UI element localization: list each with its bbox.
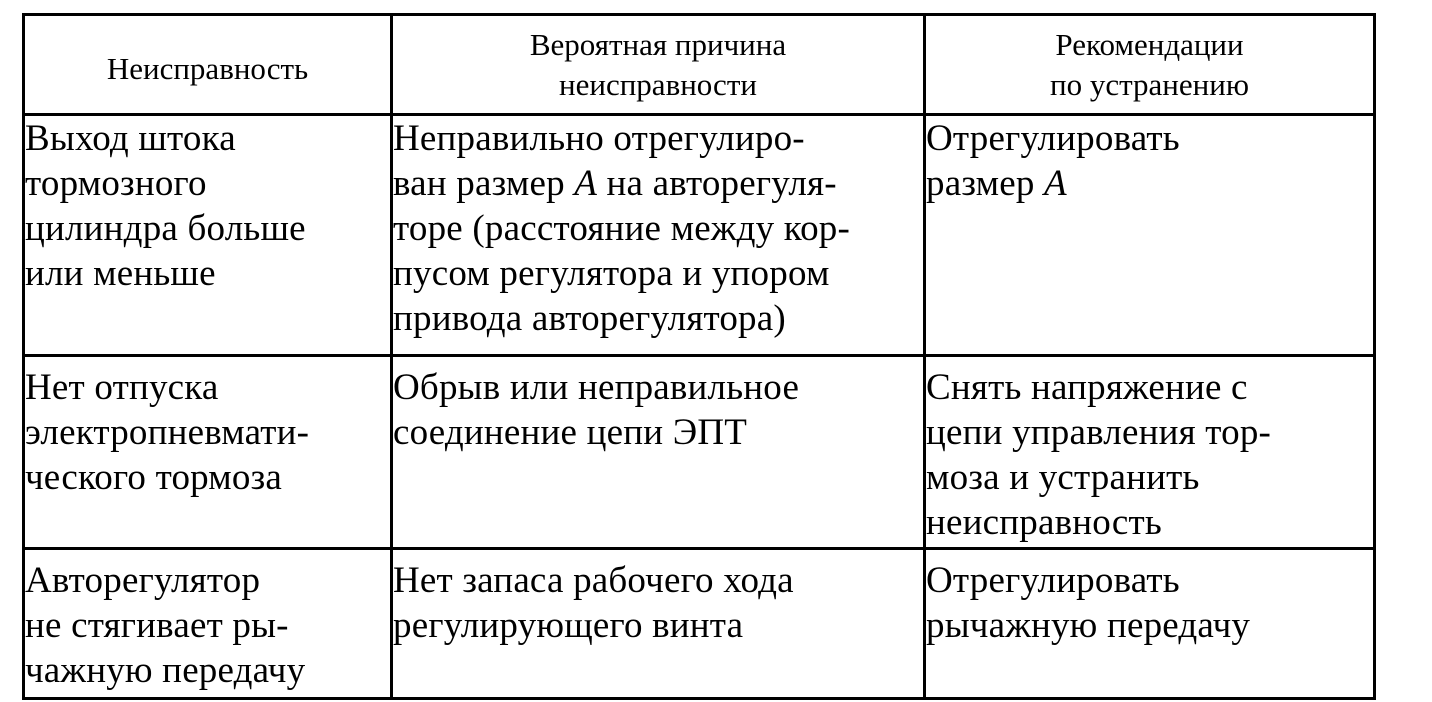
cell-line: рычажную передачу bbox=[926, 605, 1251, 646]
cell-line: Авторегулятор bbox=[25, 560, 261, 601]
cell-fault bbox=[24, 549, 392, 699]
table-row bbox=[24, 356, 1375, 549]
cell-line: регулирующего винта bbox=[393, 605, 744, 646]
header-fault bbox=[24, 15, 392, 115]
cell-line: тормозного bbox=[25, 163, 207, 204]
cell-line: Неправильно отрегулиро- bbox=[393, 118, 805, 159]
cell-line: моза и устранить bbox=[926, 457, 1200, 498]
header-line: Неисправность bbox=[106, 50, 309, 86]
table-row bbox=[24, 115, 1375, 356]
cell-line: цилиндра больше bbox=[25, 208, 306, 249]
cell-line: Отрегулировать bbox=[926, 118, 1180, 159]
cell-cause bbox=[392, 115, 925, 356]
cell-line: Обрыв или неправильное bbox=[393, 367, 800, 408]
cell-remedy bbox=[925, 115, 1375, 356]
cell-line: пусом регулятора и упором bbox=[393, 253, 830, 294]
cell-line: привода авторегулятора) bbox=[393, 298, 786, 339]
cell-line: неисправность bbox=[926, 502, 1162, 543]
cell-line: Отрегулировать bbox=[926, 560, 1180, 601]
cell-cause bbox=[392, 356, 925, 549]
header-line: Рекомендации bbox=[1055, 26, 1244, 62]
cell-fault bbox=[24, 115, 392, 356]
cell-line: торе (расстояние между кор- bbox=[393, 208, 851, 249]
header-remedy bbox=[925, 15, 1375, 115]
cell-line: Нет запаса рабочего хода bbox=[393, 560, 794, 601]
cell-line: Нет отпуска bbox=[25, 367, 219, 408]
table-header-row bbox=[24, 15, 1375, 115]
cell-cause bbox=[392, 549, 925, 699]
cell-remedy bbox=[925, 356, 1375, 549]
cell-line: ческого тормоза bbox=[25, 457, 283, 498]
fault-table bbox=[22, 13, 1376, 700]
cell-line: соединение цепи ЭПТ bbox=[393, 412, 748, 453]
cell-line: Снять напряжение с bbox=[926, 367, 1248, 408]
cell-line: электропневмати- bbox=[25, 412, 310, 453]
header-line: по устранению bbox=[1050, 66, 1249, 102]
cell-line: размер А bbox=[926, 163, 1067, 204]
cell-line: чажную передачу bbox=[25, 650, 306, 691]
header-line: Вероятная причина bbox=[529, 26, 787, 62]
header-cause bbox=[392, 15, 925, 115]
cell-line: цепи управления тор- bbox=[926, 412, 1272, 453]
cell-fault bbox=[24, 356, 392, 549]
cell-line: не стягивает ры- bbox=[25, 605, 289, 646]
cell-line: Выход штока bbox=[25, 118, 236, 159]
cell-line: или меньше bbox=[25, 253, 216, 294]
cell-line: ван размер А на авторегуля- bbox=[393, 163, 837, 204]
cell-remedy bbox=[925, 549, 1375, 699]
header-line: неисправности bbox=[559, 66, 757, 102]
table-row bbox=[24, 549, 1375, 699]
